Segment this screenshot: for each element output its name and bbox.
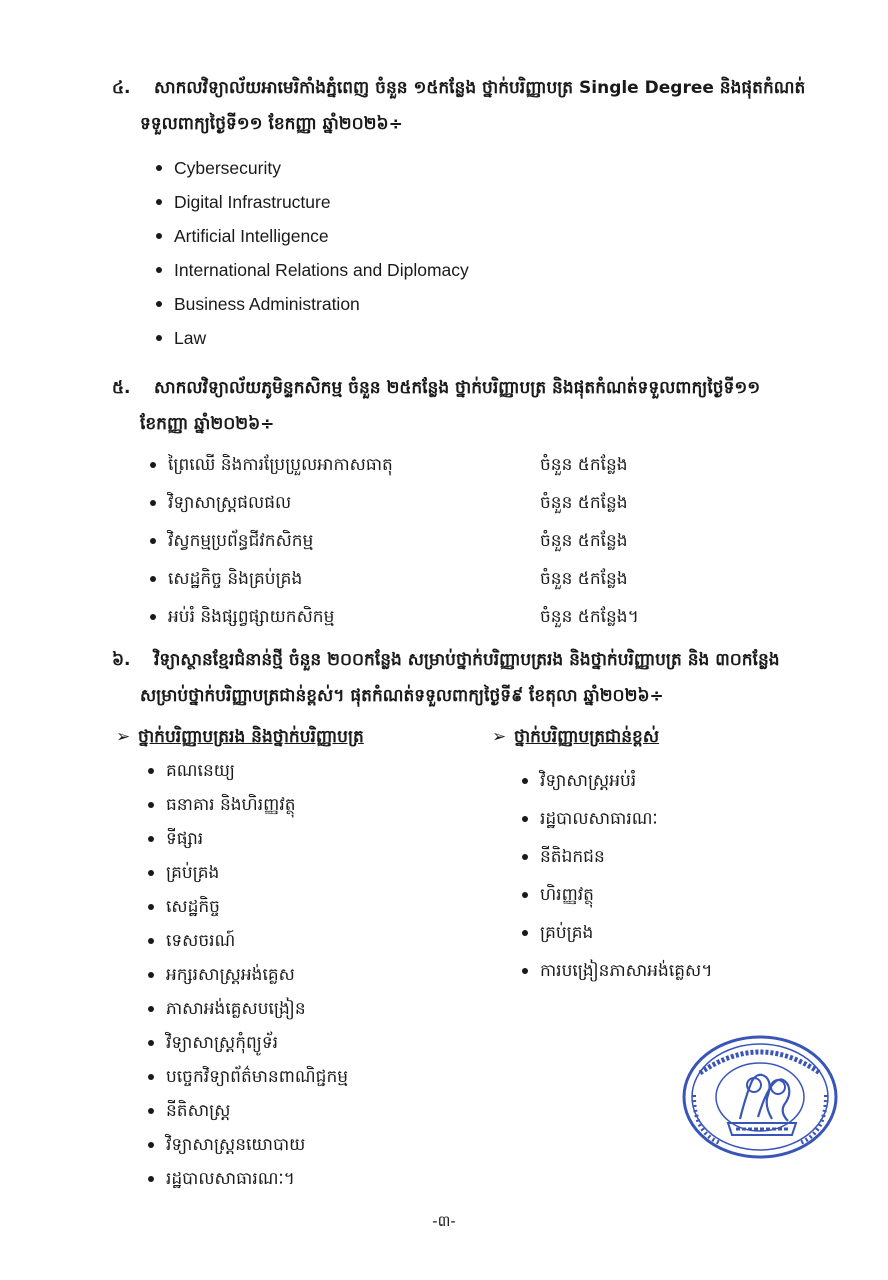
list-item: Law bbox=[154, 321, 469, 355]
list-item: គ្រប់គ្រង bbox=[520, 914, 712, 952]
list-item: អប់រំ និងផ្សព្វផ្សាយកសិកម្ម ចំនួន ៥កន្លែង។ bbox=[148, 598, 748, 636]
left-subheading: ➢ ថ្នាក់បរិញ្ញាបត្ររង និងថ្នាក់បរិញ្ញាបត្រ bbox=[116, 722, 364, 752]
bullet-icon bbox=[148, 938, 154, 944]
bullet-icon bbox=[522, 968, 528, 974]
section-5-program-list bbox=[148, 446, 748, 636]
bullet-icon bbox=[148, 1006, 154, 1012]
section-5-number: ៥. bbox=[112, 378, 131, 398]
list-item: រដ្ឋបាលសាធារណៈ។ bbox=[146, 1162, 348, 1196]
bullet-icon bbox=[156, 301, 162, 307]
bullet-icon bbox=[148, 904, 154, 910]
bullet-icon bbox=[148, 768, 154, 774]
list-item: ធនាគារ និងហិរញ្ញវត្ថុ bbox=[146, 788, 348, 822]
list-item: Digital Infrastructure bbox=[154, 185, 469, 219]
list-item: សេដ្ឋកិច្ច និងគ្រប់គ្រង ចំនួន ៥កន្លែង bbox=[148, 560, 748, 598]
bullet-icon bbox=[522, 892, 528, 898]
section-5-heading bbox=[112, 370, 842, 442]
section-4-heading bbox=[112, 70, 842, 142]
bullet-icon bbox=[522, 930, 528, 936]
bullet-icon bbox=[148, 1108, 154, 1114]
bullet-icon bbox=[156, 233, 162, 239]
section-4-program-list bbox=[154, 151, 469, 355]
list-item: នីតិឯកជន bbox=[520, 838, 712, 876]
seat-count: ចំនួន ៥កន្លែង។ bbox=[540, 607, 639, 627]
bullet-icon bbox=[148, 1040, 154, 1046]
bullet-icon bbox=[148, 1074, 154, 1080]
arrow-bullet-icon: ➢ bbox=[116, 727, 131, 747]
list-item: International Relations and Diplomacy bbox=[154, 253, 469, 287]
bullet-icon bbox=[148, 972, 154, 978]
list-item: គណនេយ្យ bbox=[146, 754, 348, 788]
list-item: ទេសចរណ៍ bbox=[146, 924, 348, 958]
list-item: វិទ្យាសាស្ត្រអប់រំ bbox=[520, 762, 712, 800]
bullet-icon bbox=[156, 267, 162, 273]
list-item: Business Administration bbox=[154, 287, 469, 321]
seat-count: ចំនួន ៥កន្លែង bbox=[540, 569, 628, 589]
list-item: ព្រៃឈើ និងការប្រែប្រួលអាកាសធាតុ ចំនួន ៥កន្លែង bbox=[148, 446, 748, 484]
bullet-icon bbox=[156, 335, 162, 341]
section-4-line-2: ទទួលពាក្យថ្ងៃទី១១ ខែកញ្ញា ឆ្នាំ២០២៦÷ bbox=[140, 114, 403, 134]
bullet-icon bbox=[156, 199, 162, 205]
bullet-icon bbox=[522, 816, 528, 822]
bullet-icon bbox=[148, 1176, 154, 1182]
list-item: ការបង្រៀនភាសាអង់គ្លេស។ bbox=[520, 952, 712, 990]
list-item: បច្ចេកវិទ្យាព័ត៌មានពាណិជ្ជកម្ម bbox=[146, 1060, 348, 1094]
page-number: -៣- bbox=[432, 1212, 456, 1230]
bullet-icon bbox=[148, 802, 154, 808]
list-item: ហិរញ្ញវត្ថុ bbox=[520, 876, 712, 914]
list-item: អក្សរសាស្ត្រអង់គ្លេស bbox=[146, 958, 348, 992]
list-item: គ្រប់គ្រង bbox=[146, 856, 348, 890]
list-item: វិទ្យាសាស្ត្រផលផល ចំនួន ៥កន្លែង bbox=[148, 484, 748, 522]
postgraduate-program-list bbox=[520, 762, 712, 990]
undergraduate-program-list bbox=[146, 754, 348, 1196]
list-item: វិទ្យាសាស្ត្រនយោបាយ bbox=[146, 1128, 348, 1162]
section-6-number: ៦. bbox=[112, 650, 131, 670]
bullet-icon bbox=[156, 165, 162, 171]
bullet-icon bbox=[150, 614, 156, 620]
section-5-line-2: ខែកញ្ញា ឆ្នាំ២០២៦÷ bbox=[140, 414, 275, 434]
list-item: ភាសាអង់គ្លេសបង្រៀន bbox=[146, 992, 348, 1026]
bullet-icon bbox=[522, 778, 528, 784]
bullet-icon bbox=[148, 1142, 154, 1148]
list-item: Cybersecurity bbox=[154, 151, 469, 185]
round-seal-stamp-icon bbox=[680, 1033, 840, 1161]
list-item: នីតិសាស្ត្រ bbox=[146, 1094, 348, 1128]
section-4-line-1: សាកលវិទ្យាល័យអាមេរិកាំងភ្នំពេញ ចំនួន ១៥កន្លែង ថ្នាក់បរិញ្ញាបត្រ Single Degree និងផុតកំណត់ bbox=[154, 78, 806, 98]
list-item: វិស្វកម្មប្រព័ន្ធជីវកសិកម្ម ចំនួន ៥កន្លែង bbox=[148, 522, 748, 560]
section-4-number: ៤. bbox=[112, 78, 131, 98]
seat-count: ចំនួន ៥កន្លែង bbox=[540, 455, 628, 475]
bullet-icon bbox=[150, 576, 156, 582]
list-item: ទីផ្សារ bbox=[146, 822, 348, 856]
bullet-icon bbox=[150, 538, 156, 544]
bullet-icon bbox=[522, 854, 528, 860]
section-6-line-1: វិទ្យាស្ថានខ្មែរជំនាន់ថ្មី ចំនួន ២០០កន្លែង សម្រាប់ថ្នាក់បរិញ្ញាបត្ររង និងថ្នាក់បរិញ្ញាបត្រ និង ៣០កន្លែង bbox=[154, 650, 780, 670]
bullet-icon bbox=[148, 870, 154, 876]
seat-count: ចំនួន ៥កន្លែង bbox=[540, 531, 628, 551]
list-item: Artificial Intelligence bbox=[154, 219, 469, 253]
bullet-icon bbox=[150, 500, 156, 506]
list-item: វិទ្យាសាស្ត្រកុំព្យូទ័រ bbox=[146, 1026, 348, 1060]
seat-count: ចំនួន ៥កន្លែង bbox=[540, 493, 628, 513]
section-5-line-1: សាកលវិទ្យាល័យភូមិន្ទកសិកម្ម ចំនួន ២៥កន្លែង ថ្នាក់បរិញ្ញាបត្រ និងផុតកំណត់ទទួលពាក្យថ្ងៃទី១១ bbox=[154, 378, 761, 398]
section-6-line-2: សម្រាប់ថ្នាក់បរិញ្ញាបត្រជាន់ខ្ពស់។ ផុតកំណត់ទទួលពាក្យថ្ងៃទី៩ ខែតុលា ឆ្នាំ២០២៦÷ bbox=[140, 686, 664, 706]
bullet-icon bbox=[150, 462, 156, 468]
section-6-heading bbox=[112, 642, 842, 714]
list-item: រដ្ឋបាលសាធារណៈ bbox=[520, 800, 712, 838]
list-item: សេដ្ឋកិច្ច bbox=[146, 890, 348, 924]
arrow-bullet-icon: ➢ bbox=[492, 727, 507, 747]
bullet-icon bbox=[148, 836, 154, 842]
right-subheading: ➢ ថ្នាក់បរិញ្ញាបត្រជាន់ខ្ពស់ bbox=[492, 722, 659, 752]
